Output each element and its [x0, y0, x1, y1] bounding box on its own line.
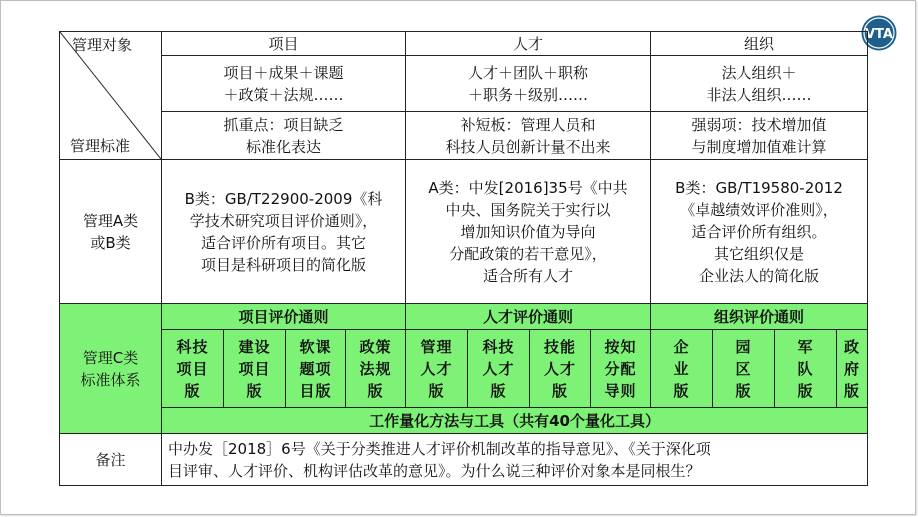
organization-class-ab-line: 适合评价所有组织。: [691, 222, 827, 241]
group-project-evaluation: 项目评价通则: [162, 304, 406, 330]
project-focus: [162, 112, 406, 160]
tools-count: 40: [549, 411, 570, 430]
talent-class-ab-line: 增加知识价值为导向: [460, 222, 596, 241]
class-c-label-line1: 管理C类: [82, 348, 139, 367]
project-composition-line1: 项目＋成果＋课题: [223, 63, 344, 82]
group-talent-evaluation: 人才评价通则: [406, 304, 651, 330]
talent-focus: [406, 112, 651, 160]
talent-class-ab-line: 分配政策的若干意见》，: [449, 244, 607, 263]
talent-focus-line1: 补短板：管理人员和: [460, 115, 596, 134]
organization-class-ab-line: 《卓越绩效评价准则》，: [680, 200, 838, 219]
column-header-talent: 人才: [406, 32, 651, 56]
sub-army: 军 队 版: [775, 330, 837, 408]
management-standards-table: [59, 31, 868, 486]
project-class-ab-line: B类：GB/T22900-2009《科: [184, 189, 383, 208]
talent-composition-line1: 人才＋团队＋职称: [468, 63, 589, 82]
organization-composition-line1: 法人组织＋: [721, 63, 797, 82]
organization-class-ab-line: B类：GB/T19580-2012: [675, 178, 843, 197]
talent-class-ab-line: 中央、国务院关于实行以: [445, 200, 611, 219]
tools-suffix: 个量化工具）: [569, 411, 660, 430]
organization-focus-line2: 与制度增加值难计算: [691, 137, 827, 156]
talent-composition: [406, 56, 651, 112]
class-ab-label-line2: 或B类: [90, 233, 131, 252]
remark-line1: 中办发［2018］6号《关于分类推进人才评价机制改革的指导意见》、《关于深化项: [168, 439, 711, 458]
project-class-ab-line: 适合评价所有项目。其它: [201, 233, 367, 252]
sub-park: 园 区 版: [713, 330, 775, 408]
diagonal-header-cell: [60, 32, 162, 160]
sub-government: 政 府 版: [837, 330, 868, 408]
organization-class-ab-line: 其它组织仅是: [714, 244, 805, 263]
class-ab-label: [60, 160, 162, 304]
talent-composition-line2: ＋职务＋级别……: [468, 85, 589, 104]
sub-tech-project: 科技 项目 版: [162, 330, 224, 408]
project-class-ab: [162, 160, 406, 304]
header-management-object: 管理对象: [72, 36, 133, 54]
organization-focus-line1: 强弱项：技术增加值: [691, 115, 827, 134]
sub-knowledge-distribution: 按知 分配 导则: [591, 330, 651, 408]
sub-policy-regulation: 政策 法规 版: [346, 330, 406, 408]
talent-class-ab-line: A类：中发[2016]35号《中共: [428, 178, 628, 197]
organization-class-ab-line: 企业法人的简化版: [699, 266, 820, 285]
organization-composition-line2: 非法人组织……: [706, 85, 812, 104]
talent-focus-line2: 科技人员创新计量不出来: [445, 137, 611, 156]
talent-class-ab-line: 适合所有人才: [483, 266, 574, 285]
column-header-organization: 组织: [651, 32, 868, 56]
project-class-ab-line: 学技术研究项目评价通则》，: [189, 211, 378, 230]
organization-focus: [651, 112, 868, 160]
project-composition-line2: ＋政策＋法规……: [223, 85, 344, 104]
quantification-tools: [162, 408, 868, 434]
class-ab-label-line1: 管理A类: [82, 211, 139, 230]
tools-prefix: 工作量化方法与工具（共有: [369, 411, 550, 430]
sub-soft-project: 软课 题项 目版: [286, 330, 346, 408]
organization-class-ab: [651, 160, 868, 304]
sub-management-talent: 管理 人才 版: [406, 330, 468, 408]
remark-line2: 目评审、人才评价、机构评估改革的意见》。为什么说三种评价对象本是同根生？: [168, 461, 701, 480]
column-header-project: 项目: [162, 32, 406, 56]
sub-skill-talent: 技能 人才 版: [530, 330, 591, 408]
project-class-ab-line: 项目是科研项目的简化版: [201, 255, 367, 274]
header-management-standard: 管理标准: [70, 137, 131, 155]
organization-composition: [651, 56, 868, 112]
remark-text: [162, 434, 868, 486]
group-organization-evaluation: 组织评价通则: [651, 304, 868, 330]
talent-class-ab: [406, 160, 651, 304]
svg-text:VTA: VTA: [865, 27, 893, 42]
remark-label: 备注: [60, 434, 162, 486]
sub-construction-project: 建设 项目 版: [224, 330, 286, 408]
class-c-label-line2: 标准体系: [80, 370, 141, 389]
project-focus-line1: 抓重点：项目缺乏: [223, 115, 344, 134]
class-c-label: [60, 304, 162, 434]
sub-enterprise: 企 业 版: [651, 330, 713, 408]
project-focus-line2: 标准化表达: [246, 137, 322, 156]
project-composition: [162, 56, 406, 112]
sub-tech-talent: 科技 人才 版: [468, 330, 530, 408]
